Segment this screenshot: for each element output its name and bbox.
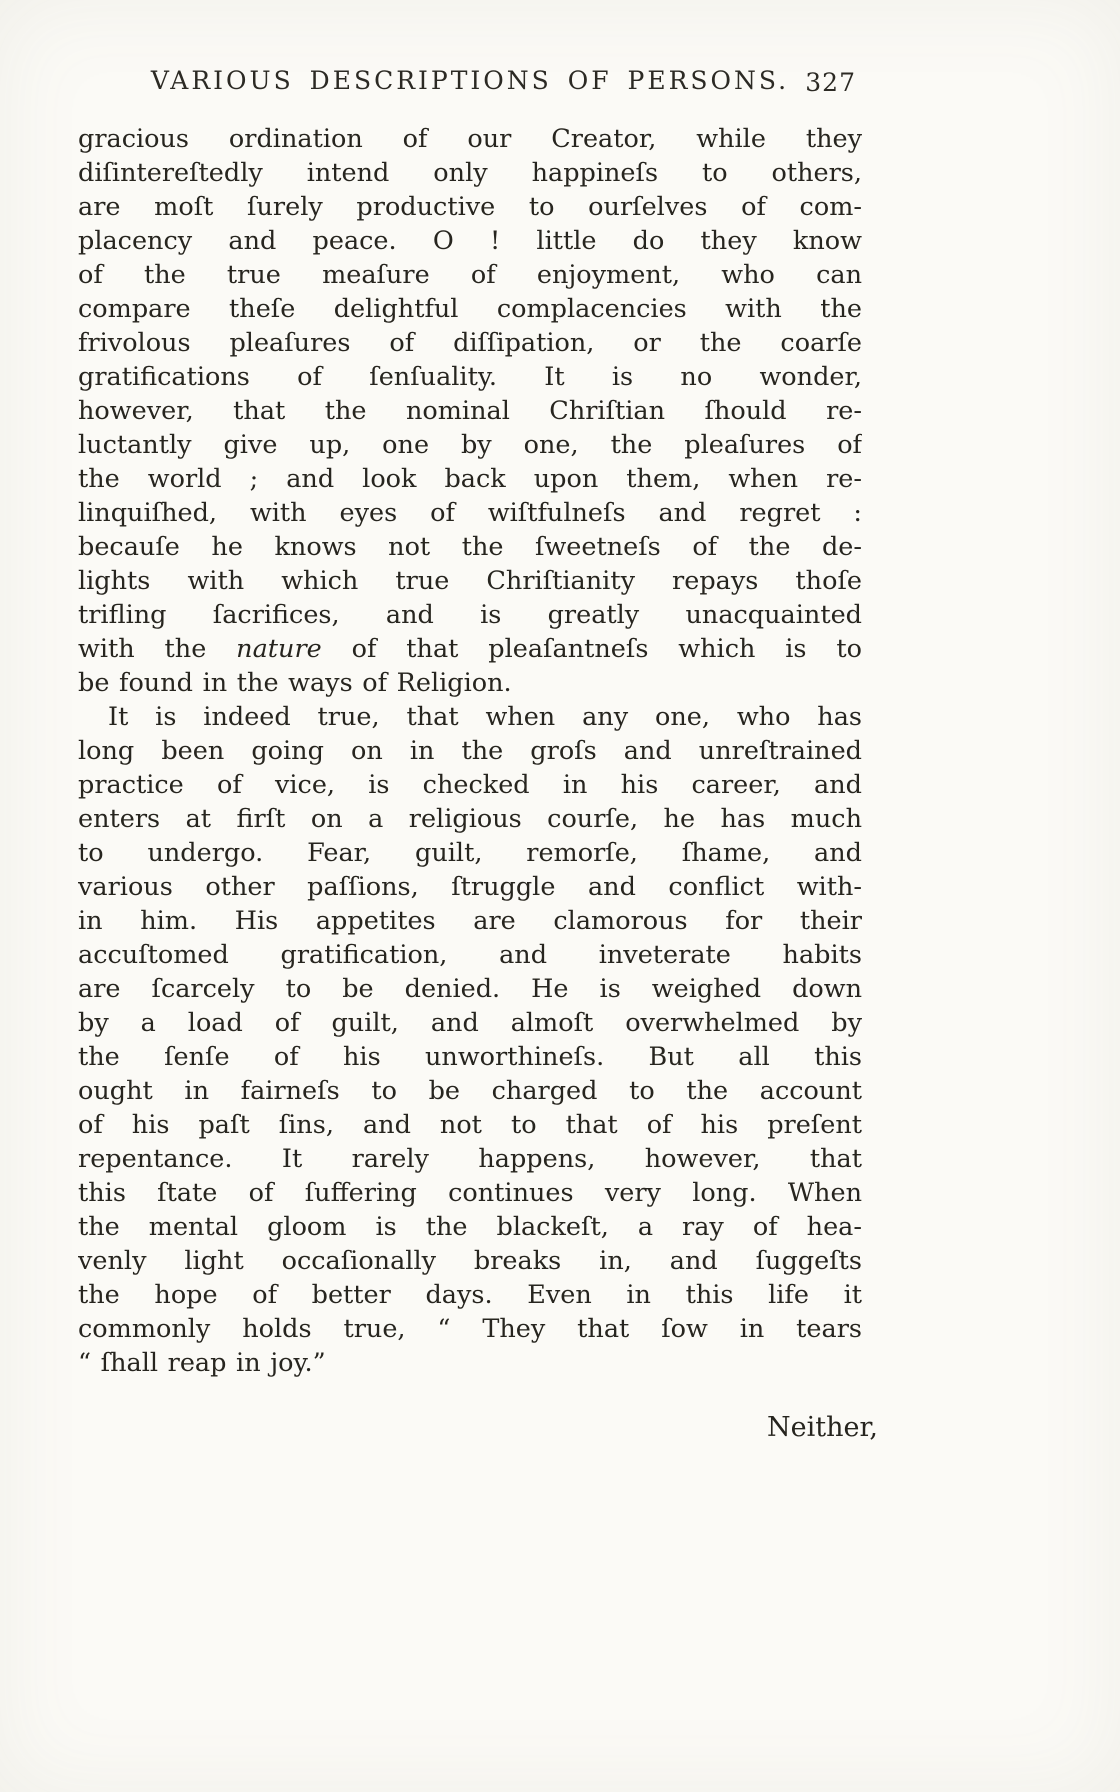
paragraph-two <box>78 700 862 1380</box>
text-line: in him. His appetites are clamorous for their <box>78 906 862 936</box>
text-block <box>78 122 862 1380</box>
text-segment: of that pleaſantneſs which is to <box>321 634 862 664</box>
text-line: various other paſſions, ſtruggle and conflict with- <box>78 872 862 902</box>
text-line: to undergo. Fear, guilt, remorſe, ſhame, and <box>78 838 862 868</box>
text-line: luctantly give up, one by one, the pleaſures of <box>78 430 862 460</box>
text-line: be found in the ways of Religion. <box>78 668 512 698</box>
text-line: trifling ſacrifices, and is greatly unacquainted <box>78 600 862 630</box>
text-line: It is indeed true, that when any one, who has <box>108 702 862 732</box>
running-head <box>78 66 862 95</box>
text-line: the ſenſe of his unworthineſs. But all this <box>78 1042 862 1072</box>
text-line: this ſtate of ſuffering continues very long. When <box>78 1178 862 1208</box>
text-line: lights with which true Chriſtianity repays thoſe <box>78 566 862 596</box>
text-line: “ ſhall reap in joy.” <box>78 1348 326 1378</box>
text-line: gracious ordination of our Creator, while they <box>78 124 862 154</box>
text-line: of his paſt ſins, and not to that of his preſent <box>78 1110 862 1140</box>
paragraph-one <box>78 122 862 700</box>
text-line: ought in fairneſs to be charged to the account <box>78 1076 862 1106</box>
text-line: frivolous pleaſures of diſſipation, or the coarſe <box>78 328 862 358</box>
text-line-with-italic <box>78 632 862 666</box>
text-line: repentance. It rarely happens, however, that <box>78 1144 862 1174</box>
text-line: linquiſhed, with eyes of wiſtfulneſs and regret : <box>78 498 862 528</box>
catchword: Neither, <box>767 1412 878 1443</box>
text-line: becauſe he knows not the ſweetneſs of the de- <box>78 532 862 562</box>
text-line: of the true meaſure of enjoyment, who can <box>78 260 862 290</box>
text-line: commonly holds true, “ They that ſow in tears <box>78 1314 862 1344</box>
text-line: however, that the nominal Chriſtian ſhould re- <box>78 396 862 426</box>
text-line: diſintereſtedly intend only happineſs to others, <box>78 158 862 188</box>
text-line: are moſt ſurely productive to ourſelves of com- <box>78 192 862 222</box>
text-line: are ſcarcely to be denied. He is weighed down <box>78 974 862 1004</box>
page-header-title: VARIOUS DESCRIPTIONS OF PERSONS. <box>150 66 790 95</box>
text-line: long been going on in the groſs and unreſtrained <box>78 736 862 766</box>
text-line: gratifications of ſenſuality. It is no wonder, <box>78 362 862 392</box>
text-line: the world ; and look back upon them, when re- <box>78 464 862 494</box>
text-line: placency and peace. O ! little do they know <box>78 226 862 256</box>
text-line: compare theſe delightful complacencies with the <box>78 294 862 324</box>
text-line: venly light occaſionally breaks in, and ſuggeſts <box>78 1246 862 1276</box>
page-number: 327 <box>805 68 856 97</box>
text-line: accuſtomed gratification, and inveterate habits <box>78 940 862 970</box>
text-line: the hope of better days. Even in this life it <box>78 1280 862 1310</box>
text-line: by a load of guilt, and almoſt overwhelmed by <box>78 1008 862 1038</box>
text-segment: with the <box>78 634 237 664</box>
text-line: the mental gloom is the blackeſt, a ray of hea- <box>78 1212 862 1242</box>
text-line: enters at firſt on a religious courſe, he has much <box>78 804 862 834</box>
text-line: practice of vice, is checked in his career, and <box>78 770 862 800</box>
italic-word: nature <box>236 634 322 664</box>
